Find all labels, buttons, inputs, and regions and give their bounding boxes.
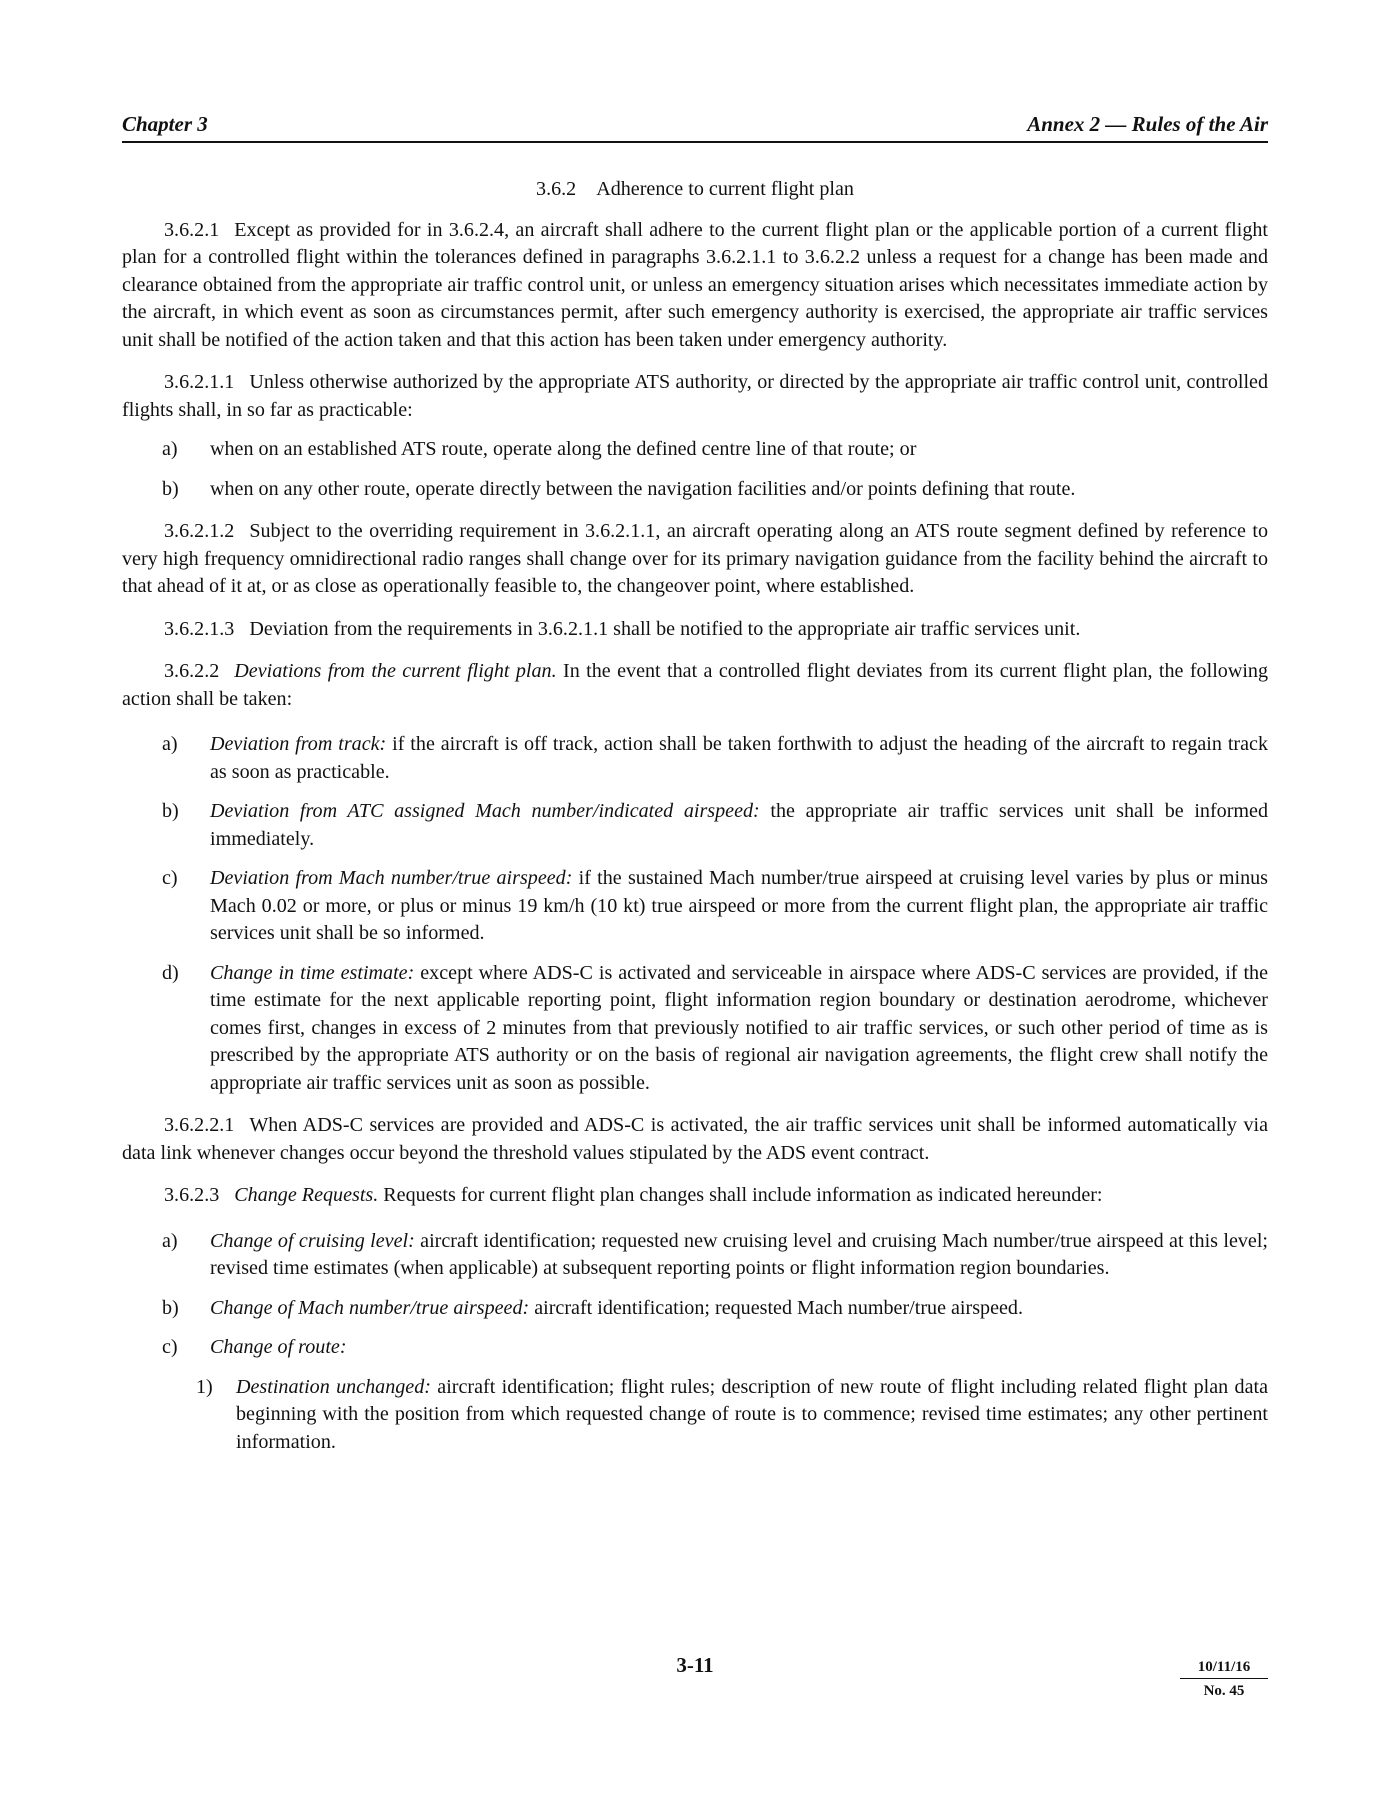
list-marker: c) (162, 867, 178, 889)
amendment-stamp (1180, 1657, 1268, 1701)
sub-list-item (196, 1374, 1268, 1457)
list-item-text: when on an established ATS route, operate along the defined centre line of that route; or (210, 438, 917, 460)
paragraph-number: 3.6.2.2 (164, 660, 220, 682)
list-item (122, 1334, 1268, 1362)
paragraph-heading: Change Requests. (234, 1184, 379, 1206)
list-item-text (210, 731, 1268, 786)
section-title: Adherence to current flight plan (596, 178, 854, 200)
list-item-body: the appropriate air traffic services unit shall be informed immediately. (210, 800, 1268, 850)
section-number: 3.6.2 (536, 178, 577, 200)
list-marker: a) (162, 438, 178, 460)
list-item (122, 1295, 1268, 1323)
list-item-text (210, 1228, 1268, 1283)
paragraph-number: 3.6.2.3 (164, 1184, 220, 1206)
paragraph-3-6-2-1-3 (122, 616, 1268, 644)
paragraph-text: Unless otherwise authorized by the appropriate ATS authority, or directed by the appropriate air traffic control unit, controlled flights shall, in so far as practicable: (122, 371, 1268, 421)
header-rule (122, 141, 1268, 143)
list-marker: b) (162, 800, 179, 822)
list-item (122, 1228, 1268, 1283)
page-body (122, 176, 1268, 1468)
list-item-text (210, 960, 1268, 1098)
list-marker: 1) (196, 1375, 213, 1398)
amendment-number: No. 45 (1203, 1683, 1245, 1699)
paragraph-number: 3.6.2.1.2 (164, 520, 235, 542)
paragraph-3-6-2-2-1 (122, 1112, 1268, 1167)
list-item (122, 731, 1268, 786)
list-item-text (210, 865, 1268, 948)
paragraph-3-6-2-1 (122, 217, 1268, 355)
list-item (122, 476, 1268, 504)
list-marker: a) (162, 1229, 178, 1252)
list-item-label: Deviation from Mach number/true airspeed: (210, 867, 573, 889)
header-annex-title: Annex 2 — Rules of the Air (1027, 112, 1268, 136)
list-marker: c) (162, 1336, 178, 1358)
paragraph-text: Deviation from the requirements in 3.6.2.1.1 shall be notified to the appropriate air traffic services unit. (249, 617, 1081, 640)
list-item-text (236, 1374, 1268, 1457)
list-marker: d) (162, 961, 179, 984)
list-item-label: Change in time estimate: (210, 961, 415, 984)
list-marker: b) (162, 1296, 179, 1319)
paragraph-3-6-2-2 (122, 658, 1268, 713)
list-item (122, 436, 1268, 464)
list-marker: b) (162, 477, 179, 500)
page-number: 3-11 (676, 1653, 714, 1677)
paragraph-3-6-2-1-1 (122, 369, 1268, 424)
paragraph-text: Subject to the overriding requirement in 3.6.2.1.1, an aircraft operating along an ATS route segment defined by reference to very high frequency omnidirectional radio ranges shall change over for its primary navigation guidance from the facility behind the aircraft to that ahead of it at, or as close as operationally feasible to, the changeover point, where established. (122, 520, 1268, 597)
paragraph-text: When ADS-C services are provided and ADS-C is activated, the air traffic services unit shall be informed automatically via data link whenever changes occur beyond the threshold values stipulated by the ADS event contract. (122, 1114, 1268, 1164)
paragraph-text: Except as provided for in 3.6.2.4, an aircraft shall adhere to the current flight plan or the applicable portion of a current flight plan for a controlled flight within the tolerances defined in paragraphs 3.6.2.1.1 to 3.6.2.2 unless a request for a change has been made and clearance obtained from the appropriate air traffic control unit, or unless an emergency situation arises which necessitates immediate action by the aircraft, in which event as soon as circumstances permit, after such emergency authority is exercised, the appropriate air traffic services unit shall be notified of the action taken and that this action has been taken under emergency authority. (122, 218, 1268, 351)
list-item-label: Change of route: (210, 1336, 347, 1358)
paragraph-number: 3.6.2.1.1 (164, 371, 235, 393)
section-heading (122, 176, 1268, 204)
list-item-body: except where ADS-C is activated and serviceable in airspace where ADS-C services are provided, if the time estimate for the next applicable reporting point, flight information region boundary or destination aerodrome, whichever comes first, changes in excess of 2 minutes from that previously notified to air traffic services, or such other period of time as is prescribed by the appropriate ATS authority or on the basis of regional air navigation agreements, the flight crew shall notify the appropriate air traffic services unit as soon as possible. (210, 961, 1268, 1094)
running-header (122, 111, 1268, 137)
list-item-body: if the aircraft is off track, action shall be taken forthwith to adjust the heading of the aircraft to regain track as soon as practicable. (210, 733, 1268, 783)
list-item-text (210, 798, 1268, 853)
list-item-text (210, 1295, 1268, 1323)
list-item-text (210, 1334, 1268, 1362)
paragraph-number: 3.6.2.1.3 (164, 617, 235, 640)
list-item-label: Deviation from ATC assigned Mach number/indicated airspeed: (210, 800, 760, 822)
list-item-body: aircraft identification; requested Mach number/true airspeed. (529, 1296, 1023, 1319)
list-item (122, 960, 1268, 1098)
list-item-body: aircraft identification; flight rules; description of new route of flight including related flight plan data beginning with the position from which requested change of route is to commence; revised time estimates; any other pertinent information. (236, 1375, 1269, 1453)
list-item-body: aircraft identification; requested new cruising level and cruising Mach number/true airspeed at this level; revised time estimates (when applicable) at subsequent reporting points or flight information region boundaries. (210, 1229, 1268, 1279)
header-chapter: Chapter 3 (122, 112, 208, 136)
list-item-body: if the sustained Mach number/true airspeed at cruising level varies by plus or minus Mach 0.02 or more, or plus or minus 19 km/h (10 kt) true airspeed or more from the current flight plan, the appropriate air traffic services unit shall be so informed. (210, 867, 1269, 944)
list-item-label: Destination unchanged: (236, 1375, 431, 1398)
paragraph-text: Requests for current flight plan changes shall include information as indicated hereunder: (378, 1184, 1103, 1206)
list-marker: a) (162, 733, 178, 755)
paragraph-heading: Deviations from the current flight plan. (234, 660, 557, 682)
list-item-label: Change of Mach number/true airspeed: (210, 1296, 530, 1319)
amendment-date: 10/11/16 (1180, 1657, 1268, 1679)
list-item (122, 865, 1268, 948)
list-item-label: Change of cruising level: (210, 1229, 415, 1252)
paragraph-text: In the event that a controlled flight deviates from its current flight plan, the following action shall be taken: (122, 660, 1269, 710)
list-item-text: when on any other route, operate directly between the navigation facilities and/or points defining that route. (210, 477, 1076, 500)
paragraph-number: 3.6.2.2.1 (164, 1114, 235, 1136)
list-item-label: Deviation from track: (210, 733, 387, 755)
list-item (122, 798, 1268, 853)
paragraph-3-6-2-1-2 (122, 518, 1268, 601)
document-page (122, 0, 1268, 1800)
paragraph-3-6-2-3 (122, 1182, 1268, 1210)
paragraph-number: 3.6.2.1 (164, 218, 220, 241)
